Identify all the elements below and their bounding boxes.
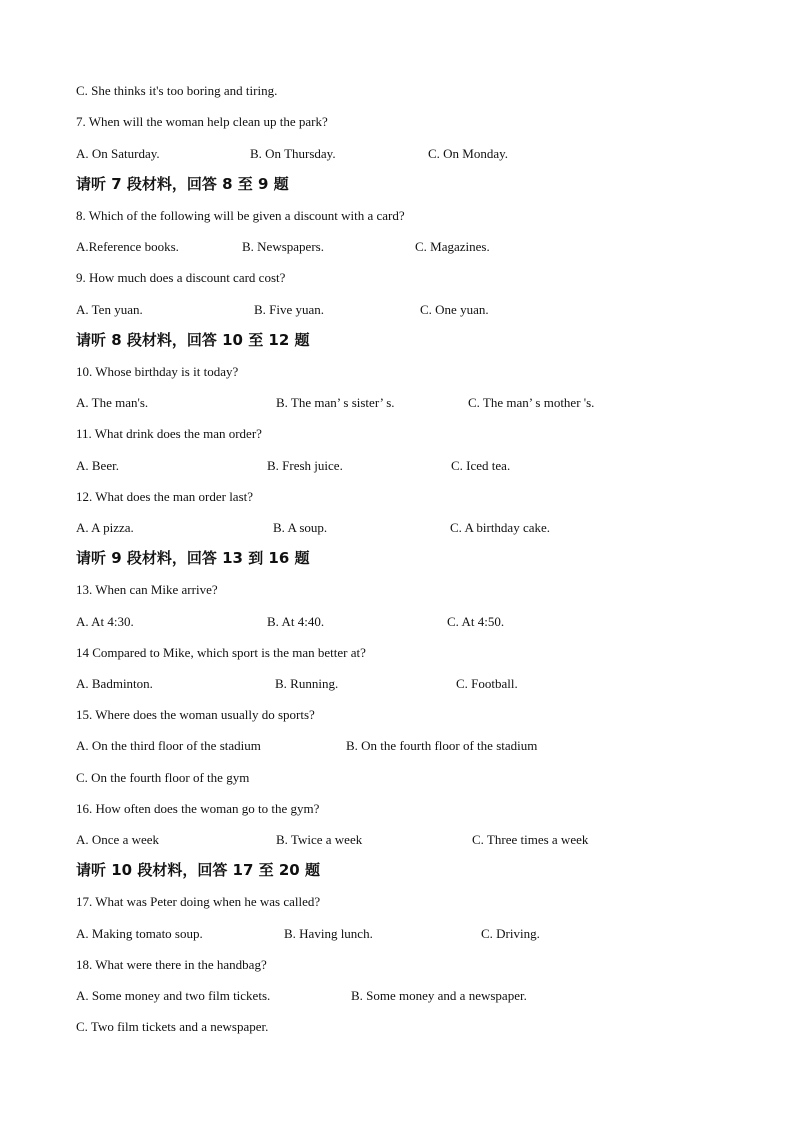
question-13: 13. When can Mike arrive? bbox=[76, 582, 218, 597]
option-b: B. Newspapers. bbox=[242, 239, 324, 254]
option-c: C. At 4:50. bbox=[447, 614, 505, 629]
option-c: C. One yuan. bbox=[420, 302, 489, 317]
option-c: C. Three times a week bbox=[472, 832, 589, 847]
answer-option-line: C. She thinks it's too boring and tiring. bbox=[76, 83, 278, 98]
option-c: C. Iced tea. bbox=[451, 458, 511, 473]
option-a: A. On Saturday. bbox=[76, 146, 160, 161]
question-7: 7. When will the woman help clean up the park? bbox=[76, 114, 328, 129]
option-b: B. On the fourth floor of the stadium bbox=[346, 738, 538, 753]
section-heading: 请听 9 段材料，回答 13 到 16 题 bbox=[76, 549, 310, 567]
section-heading: 请听 8 段材料，回答 10 至 12 题 bbox=[76, 331, 310, 349]
option-b: B. At 4:40. bbox=[267, 614, 325, 629]
question-14: 14 Compared to Mike, which sport is the man better at? bbox=[76, 645, 366, 660]
option-c: C. Two film tickets and a newspaper. bbox=[76, 1019, 269, 1034]
question-15: 15. Where does the woman usually do sports? bbox=[76, 707, 315, 722]
option-b: B. Twice a week bbox=[276, 832, 363, 847]
option-b: B. Running. bbox=[275, 676, 339, 691]
option-c: C. Football. bbox=[456, 676, 518, 691]
question-9: 9. How much does a discount card cost? bbox=[76, 270, 286, 285]
option-a: A. Ten yuan. bbox=[76, 302, 143, 317]
option-c: C. On Monday. bbox=[428, 146, 509, 161]
option-a: A. On the third floor of the stadium bbox=[76, 738, 261, 753]
question-16: 16. How often does the woman go to the gym? bbox=[76, 801, 320, 816]
option-c: C. On the fourth floor of the gym bbox=[76, 770, 250, 785]
question-17: 17. What was Peter doing when he was called? bbox=[76, 894, 321, 909]
option-a: A. Some money and two film tickets. bbox=[76, 988, 271, 1003]
option-b: B. Some money and a newspaper. bbox=[351, 988, 527, 1003]
option-a: A. A pizza. bbox=[76, 520, 134, 535]
option-b: B. Fresh juice. bbox=[267, 458, 343, 473]
option-b: B. The man’ s sister’ s. bbox=[276, 395, 395, 410]
option-a: A. Once a week bbox=[76, 832, 160, 847]
option-a: A. The man's. bbox=[76, 395, 149, 410]
option-c: C. The man’ s mother 's. bbox=[468, 395, 595, 410]
section-heading: 请听 10 段材料，回答 17 至 20 题 bbox=[76, 861, 320, 879]
option-b: B. Having lunch. bbox=[284, 926, 373, 941]
question-8: 8. Which of the following will be given a discount with a card? bbox=[76, 208, 405, 223]
question-11: 11. What drink does the man order? bbox=[76, 426, 262, 441]
question-10: 10. Whose birthday is it today? bbox=[76, 364, 239, 379]
option-a: A. At 4:30. bbox=[76, 614, 134, 629]
option-a: A. Making tomato soup. bbox=[76, 926, 203, 941]
option-a: A. Badminton. bbox=[76, 676, 153, 691]
option-b: B. Five yuan. bbox=[254, 302, 325, 317]
option-c: C. A birthday cake. bbox=[450, 520, 551, 535]
option-b: B. A soup. bbox=[273, 520, 328, 535]
option-b: B. On Thursday. bbox=[250, 146, 336, 161]
option-a: A. Beer. bbox=[76, 458, 119, 473]
question-12: 12. What does the man order last? bbox=[76, 489, 254, 504]
option-a: A.Reference books. bbox=[76, 239, 179, 254]
option-c: C. Magazines. bbox=[415, 239, 490, 254]
option-c: C. Driving. bbox=[481, 926, 540, 941]
question-18: 18. What were there in the handbag? bbox=[76, 957, 267, 972]
section-heading: 请听 7 段材料，回答 8 至 9 题 bbox=[76, 175, 289, 193]
